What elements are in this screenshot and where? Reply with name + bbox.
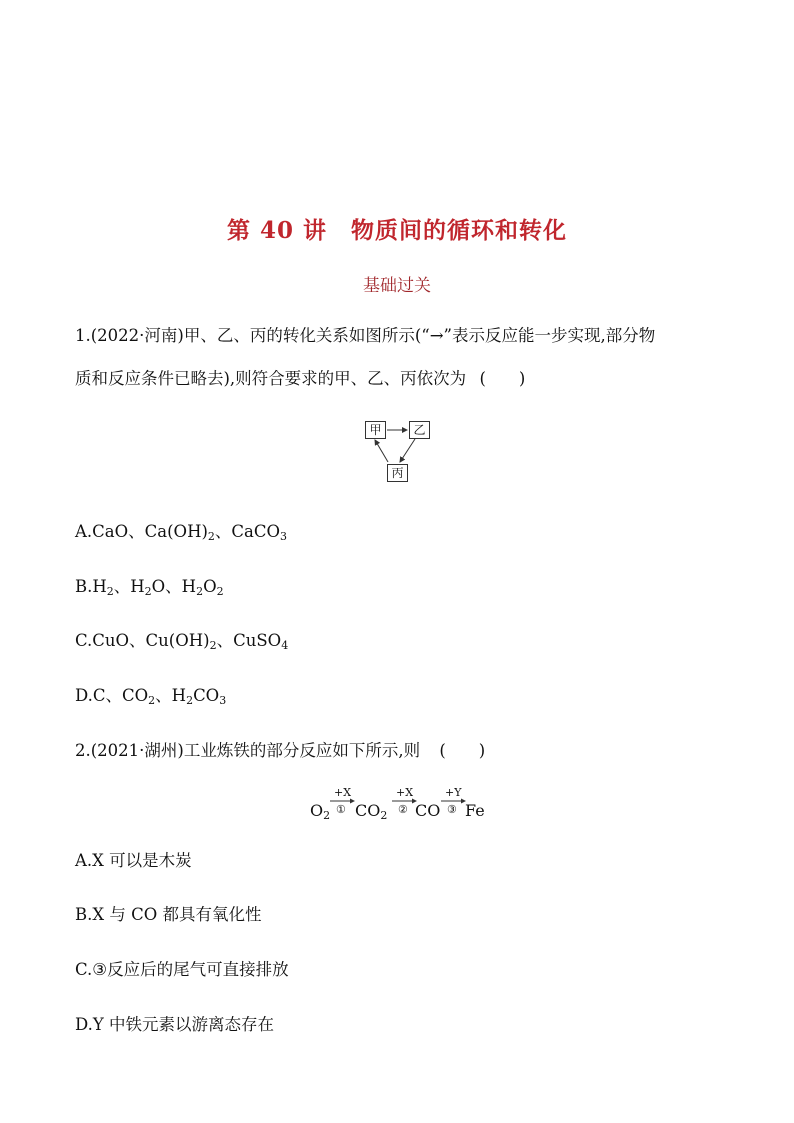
q1-answer-blank: ( ) (479, 369, 526, 388)
q1-option-a (75, 521, 287, 543)
opt-a-text1: A.CaO、Ca(OH) (75, 522, 208, 541)
opt-d-text3: CO (193, 686, 220, 705)
q1-stem-text: 质和反应条件已略去),则符合要求的甲、乙、丙依次为 (75, 369, 467, 388)
opt-d-text1: D.C、CO (75, 686, 149, 705)
opt-c-text1: C.CuO、Cu(OH) (75, 631, 210, 650)
step2-reagent: +X (396, 786, 414, 799)
q1-stem-line2 (75, 368, 525, 390)
q2-option-d: D.Y 中铁元素以游离态存在 (75, 1015, 275, 1034)
chain-co: CO (415, 801, 441, 820)
chain-co2 (355, 801, 387, 820)
opt-b-sub3: 2 (196, 585, 204, 598)
o-sub: 2 (323, 809, 331, 822)
o-text: O (310, 801, 324, 820)
q2-option-c: C.③反应后的尾气可直接排放 (75, 960, 289, 979)
q1-option-d (75, 685, 226, 707)
opt-c-sub2: 4 (281, 639, 289, 652)
opt-a-sub2: 3 (280, 530, 288, 543)
opt-d-sub2: 2 (186, 694, 194, 707)
arrow-yi-to-bing (400, 439, 415, 462)
opt-a-sub1: 2 (207, 530, 215, 543)
opt-c-text2: 、CuSO (216, 631, 282, 650)
opt-b-text3: O、H (151, 577, 197, 596)
opt-d-sub1: 2 (148, 694, 156, 707)
opt-c-sub1: 2 (209, 639, 217, 652)
q2-option-a: A.X 可以是木炭 (75, 851, 192, 870)
co2-text: CO (355, 801, 381, 820)
opt-b-text1: B.H (75, 577, 107, 596)
opt-b-sub2: 2 (144, 585, 152, 598)
box-yi: 乙 (409, 421, 430, 439)
q2-stem (75, 740, 485, 762)
box-jia: 甲 (365, 421, 386, 439)
q2-answer-blank: ( ) (439, 741, 486, 760)
page-title: 第 40 讲 物质间的循环和转化 (226, 217, 568, 244)
opt-b-sub1: 2 (106, 585, 114, 598)
opt-b-sub4: 2 (216, 585, 224, 598)
q1-stem-line1: 1.(2022·河南)甲、乙、丙的转化关系如图所示(“→”表示反应能一步实现,部分物 (75, 326, 656, 345)
q2-option-b: B.X 与 CO 都具有氧化性 (75, 905, 262, 924)
step2-number: ② (398, 803, 408, 816)
co2-sub: 2 (380, 809, 388, 822)
arrow-bing-to-jia (375, 440, 388, 462)
section-heading: 基础过关 (363, 276, 431, 296)
opt-d-sub3: 3 (219, 694, 227, 707)
step1-number: ① (336, 803, 346, 816)
opt-b-text2: 、H (113, 577, 145, 596)
q1-option-b (75, 576, 224, 598)
q2-reaction-chain (310, 784, 490, 824)
opt-d-text2: 、H (155, 686, 187, 705)
opt-b-text4: O (203, 577, 217, 596)
step3-reagent: +Y (445, 786, 462, 799)
opt-a-text2: 、CaCO (214, 522, 281, 541)
chain-o2 (310, 801, 330, 820)
box-bing: 丙 (387, 464, 408, 482)
step3-number: ③ (447, 803, 457, 816)
chain-fe: Fe (465, 801, 485, 820)
q1-option-c (75, 630, 288, 652)
q2-stem-text: 2.(2021·湖州)工业炼铁的部分反应如下所示,则 (75, 741, 421, 760)
step1-reagent: +X (334, 786, 352, 799)
q1-diagram (360, 418, 440, 484)
